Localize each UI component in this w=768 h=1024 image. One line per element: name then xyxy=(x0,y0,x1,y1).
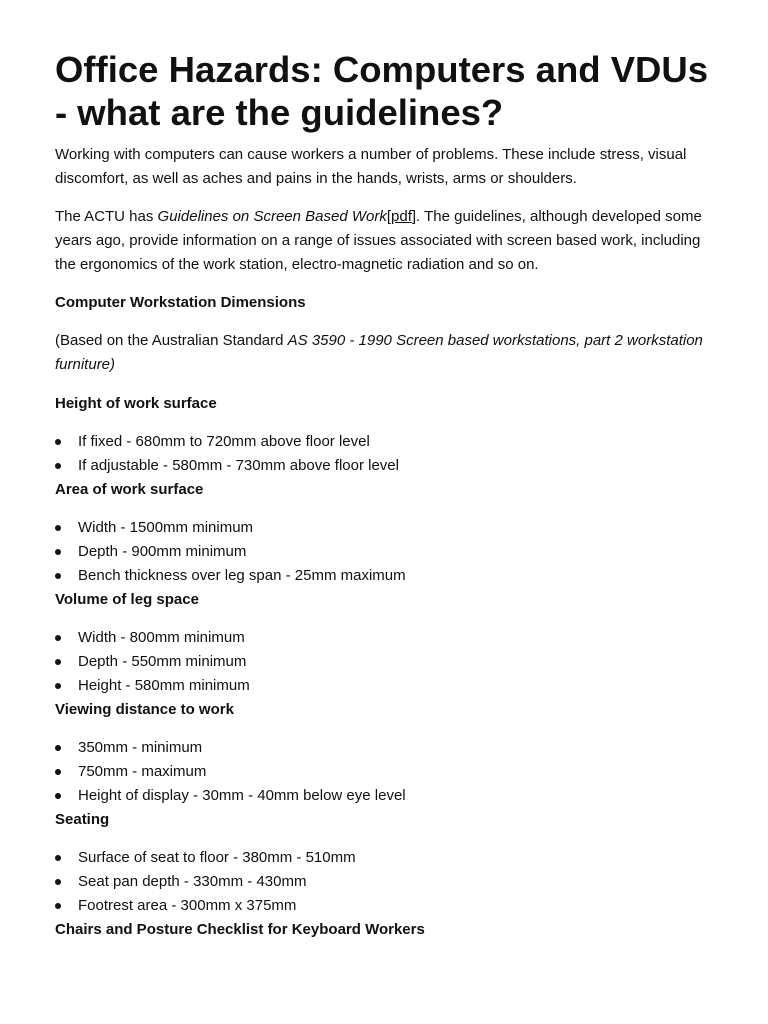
bullet-icon xyxy=(55,439,61,445)
list-item: If adjustable - 580mm - 730mm above floor level xyxy=(78,454,725,478)
list-height xyxy=(55,430,725,478)
section-heading-leg-space: Volume of leg space xyxy=(55,591,199,608)
section-heading-chairs-posture: Chairs and Posture Checklist for Keyboard Workers xyxy=(55,921,425,938)
guideline-title: Guidelines on Screen Based Work xyxy=(157,208,387,225)
list-item: Footrest area - 300mm x 375mm xyxy=(78,894,725,918)
bullet-icon xyxy=(55,855,61,861)
list-item: Width - 1500mm minimum xyxy=(78,516,725,540)
bullet-icon xyxy=(55,745,61,751)
bullet-icon xyxy=(55,573,61,579)
actu-text-before: The ACTU has xyxy=(55,208,158,225)
bullet-icon xyxy=(55,659,61,665)
bullet-icon xyxy=(55,903,61,909)
list-item: Depth - 550mm minimum xyxy=(78,650,725,674)
list-area xyxy=(55,516,725,588)
dimensions-heading: Computer Workstation Dimensions xyxy=(55,294,306,311)
list-item: Depth - 900mm minimum xyxy=(78,540,725,564)
intro-paragraph: Working with computers can cause workers a number of problems. These include stress, visual discomfort, as well as aches and pains in the hands, wrists, arms or shoulders. xyxy=(55,146,687,187)
list-leg-space xyxy=(55,626,725,698)
list-seating xyxy=(55,846,725,918)
bullet-icon xyxy=(55,793,61,799)
section-heading-area: Area of work surface xyxy=(55,481,204,498)
standard-name: AS 3590 - 1990 Screen based workstations, part 2 workstation furniture) xyxy=(55,332,703,373)
bullet-icon xyxy=(55,463,61,469)
article xyxy=(55,48,725,942)
bullet-icon xyxy=(55,525,61,531)
list-item: 350mm - minimum xyxy=(78,736,725,760)
list-viewing-distance xyxy=(55,736,725,808)
actu-paragraph xyxy=(55,205,725,277)
list-item: Height of display - 30mm - 40mm below eye level xyxy=(78,784,725,808)
section-heading-seating: Seating xyxy=(55,811,110,828)
list-item: Bench thickness over leg span - 25mm maximum xyxy=(78,564,725,588)
section-heading-height: Height of work surface xyxy=(55,395,217,412)
section-heading-viewing-distance: Viewing distance to work xyxy=(55,701,234,718)
list-item: If fixed - 680mm to 720mm above floor level xyxy=(78,430,725,454)
bullet-icon xyxy=(55,549,61,555)
standard-paragraph xyxy=(55,329,725,377)
list-item: Surface of seat to floor - 380mm - 510mm xyxy=(78,846,725,870)
list-item: Height - 580mm minimum xyxy=(78,674,725,698)
bullet-icon xyxy=(55,635,61,641)
pdf-bracket-open: [ xyxy=(386,208,392,225)
page-title: Office Hazards: Computers and VDUs - what are the guidelines? xyxy=(55,49,709,133)
pdf-bracket-close: ] xyxy=(411,208,417,225)
pdf-link[interactable]: pdf xyxy=(391,208,412,225)
standard-text-before: (Based on the Australian Standard xyxy=(55,332,288,349)
list-item: 750mm - maximum xyxy=(78,760,725,784)
bullet-icon xyxy=(55,769,61,775)
bullet-icon xyxy=(55,879,61,885)
bullet-icon xyxy=(55,683,61,689)
list-item: Seat pan depth - 330mm - 430mm xyxy=(78,870,725,894)
actu-text-after: . The guidelines, although developed some years ago, provide information on a range of issues associated with screen based work, including the ergonomics of the work station, electro-magnetic radiation and so on. xyxy=(55,208,702,273)
list-item: Width - 800mm minimum xyxy=(78,626,725,650)
